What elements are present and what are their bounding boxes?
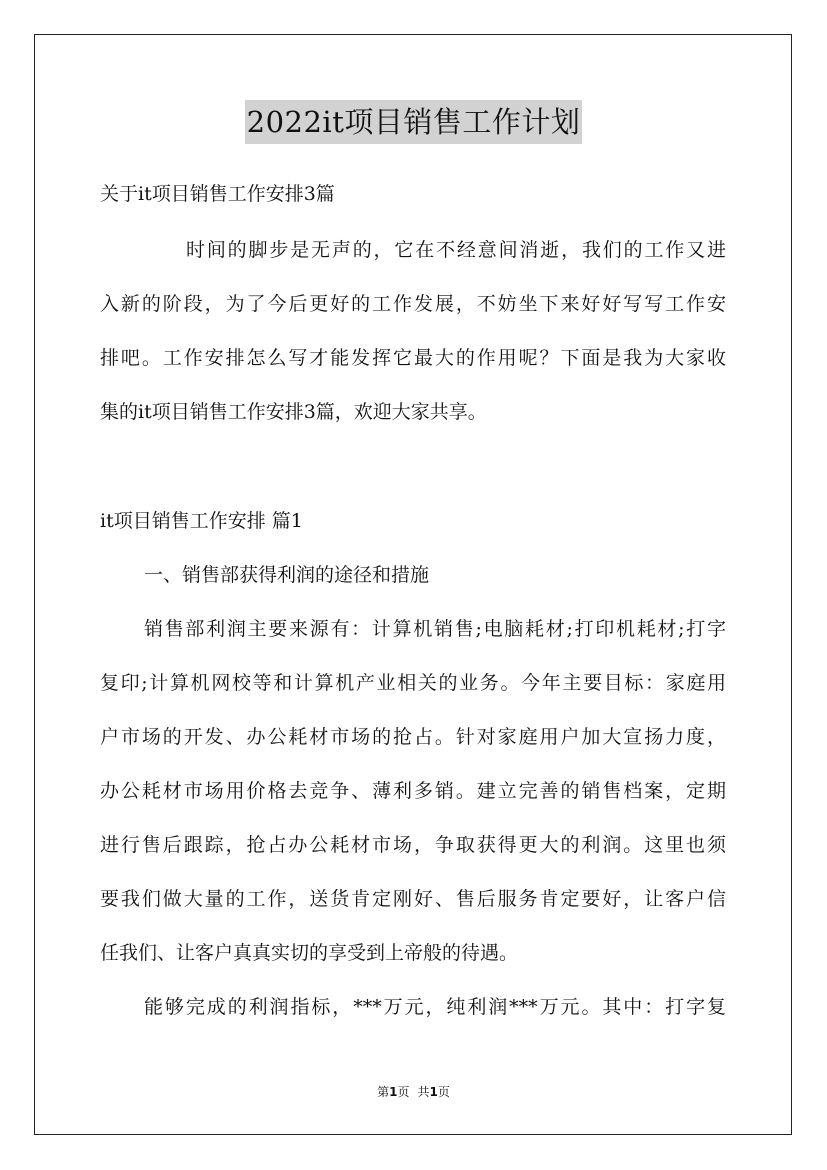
footer-page-number: 1: [389, 1085, 398, 1099]
paragraph1-line-4: 办公耗材市场用价格去竞争、薄利多销。建立完善的销售档案，定期: [100, 780, 726, 802]
footer-page-suffix: 页: [397, 1085, 410, 1099]
paragraph1-line-7: 任我们、让客户真真实切的享受到上帝般的待遇。: [100, 942, 519, 964]
title-container: [0, 100, 827, 144]
footer-page-prefix: 第: [377, 1085, 390, 1099]
footer-total-suffix: 页: [437, 1085, 450, 1099]
footer-total-number: 1: [429, 1085, 438, 1099]
paragraph1-line-5: 进行售后跟踪，抢占办公耗材市场，争取获得更大的利润。这里也须: [100, 834, 726, 856]
document-title: 2022it项目销售工作计划: [245, 100, 583, 144]
intro-line-3: 排吧。工作安排怎么写才能发挥它最大的作用呢？下面是我为大家收: [100, 347, 726, 369]
paragraph2-line-1: 能够完成的利润指标，***万元，纯利润***万元。其中：打字复: [144, 996, 726, 1018]
subheading: 一、销售部获得利润的途径和措施: [144, 564, 430, 586]
paragraph1-line-3: 户市场的开发、办公耗材市场的抢占。针对家庭用户加大宣扬力度，: [100, 726, 726, 748]
footer-total-prefix: 共: [417, 1085, 430, 1099]
section-heading: it项目销售工作安排 篇1: [100, 510, 303, 532]
document-subtitle: 关于it项目销售工作安排3篇: [100, 183, 335, 205]
intro-line-4: 集的it项目销售工作安排3篇，欢迎大家共享。: [100, 401, 487, 423]
paragraph1-line-2: 复印;计算机网校等和计算机产业相关的业务。今年主要目标：家庭用: [100, 672, 726, 694]
page-footer: [0, 1084, 827, 1100]
paragraph1-line-1: 销售部利润主要来源有：计算机销售;电脑耗材;打印机耗材;打字: [144, 618, 726, 640]
paragraph1-line-6: 要我们做大量的工作，送货肯定刚好、售后服务肯定要好，让客户信: [100, 888, 726, 910]
intro-line-2: 入新的阶段，为了今后更好的工作发展，不妨坐下来好好写写工作安: [100, 293, 726, 315]
intro-line-1: 时间的脚步是无声的，它在不经意间消逝，我们的工作又进: [186, 239, 726, 261]
